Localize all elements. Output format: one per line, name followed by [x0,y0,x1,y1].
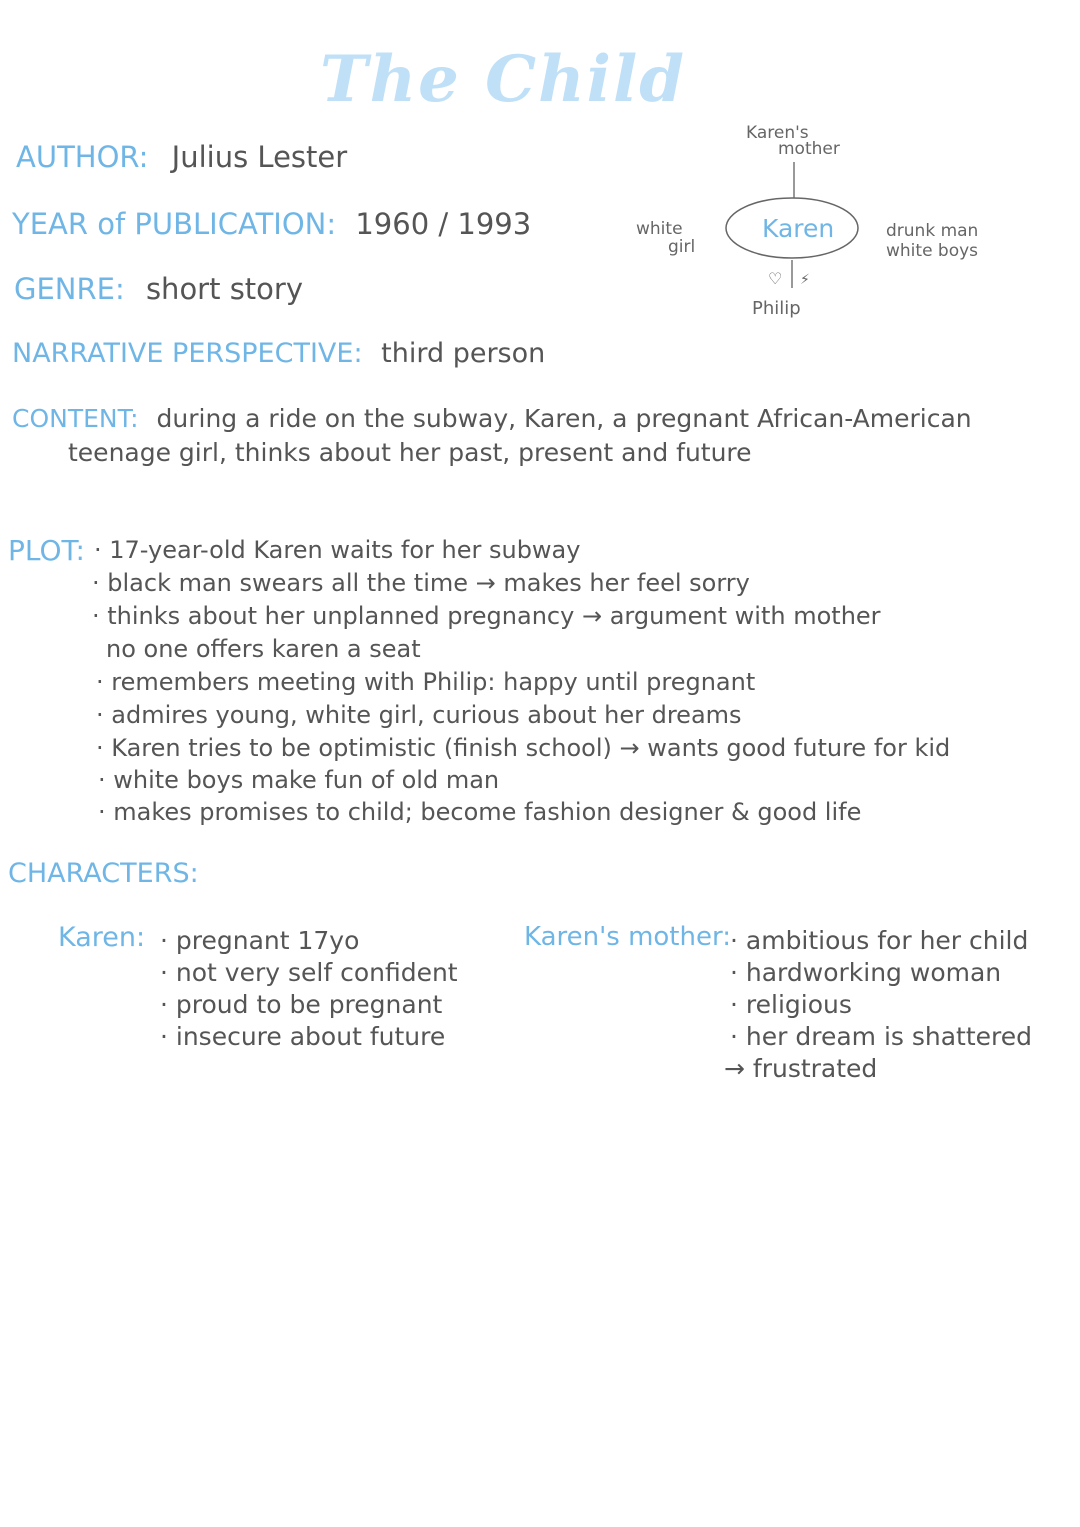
diagram-bottom-label: Philip [752,298,801,319]
diagram-left-line2: girl [668,237,696,257]
author-row [16,140,347,174]
mother-name: Karen's mother: [524,922,731,952]
diagram-right-line1: drunk man [886,221,979,241]
plot-item: · thinks about her unplanned pregnancy → argument with mother [92,602,881,630]
content-label: CONTENT: [12,404,139,433]
content-line1 [12,404,972,433]
plot-item: · makes promises to child; become fashion designer & good life [98,798,862,826]
character-diagram [620,110,1000,330]
genre-row [14,272,303,306]
mother-trait: · ambitious for her child [730,926,1029,955]
perspective-label: NARRATIVE PERSPECTIVE: [12,338,363,369]
karen-trait: · not very self confident [160,958,458,987]
perspective-value: third person [381,338,546,369]
year-value: 1960 / 1993 [355,207,532,241]
heart-icon: ♡ [768,269,783,288]
content-text1: during a ride on the subway, Karen, a pregnant African-American [156,404,972,433]
author-value: Julius Lester [171,140,348,174]
genre-value: short story [145,272,304,306]
plot-label: PLOT: [8,534,85,567]
plot-item: · white boys make fun of old man [98,766,500,794]
diagram-top-line2: mother [778,139,840,159]
mother-trait: → frustrated [724,1054,878,1083]
author-label: AUTHOR: [16,140,149,174]
plot-item: no one offers karen a seat [106,635,421,663]
karen-trait: · pregnant 17yo [160,926,360,955]
year-row [12,207,531,241]
mother-trait: · hardworking woman [730,958,1002,987]
karen-trait: · insecure about future [160,1022,446,1051]
zigzag-icon: ⚡ [800,272,810,288]
perspective-row [12,338,545,369]
mother-trait: · religious [730,990,852,1019]
diagram-top-line1: Karen's [746,123,809,143]
diagram-center-label: Karen [762,214,835,243]
year-label: YEAR of PUBLICATION: [12,207,337,241]
plot-item: · Karen tries to be optimistic (finish school) → wants good future for kid [96,734,951,762]
plot-item: · black man swears all the time → makes her feel sorry [92,569,750,597]
plot-item: · admires young, white girl, curious about her dreams [96,701,742,729]
plot-item: · 17-year-old Karen waits for her subway [94,536,581,564]
mother-trait: · her dream is shattered [730,1022,1033,1051]
genre-label: GENRE: [14,272,125,306]
content-text2: teenage girl, thinks about her past, present and future [68,438,752,467]
diagram-left-line1: white [636,219,683,239]
characters-label: CHARACTERS: [8,858,199,889]
karen-name: Karen: [58,922,146,953]
karen-trait: · proud to be pregnant [160,990,443,1019]
page-title: The Child [320,42,686,117]
diagram-right-line2: white boys [886,241,979,261]
plot-item: · remembers meeting with Philip: happy until pregnant [96,668,756,696]
